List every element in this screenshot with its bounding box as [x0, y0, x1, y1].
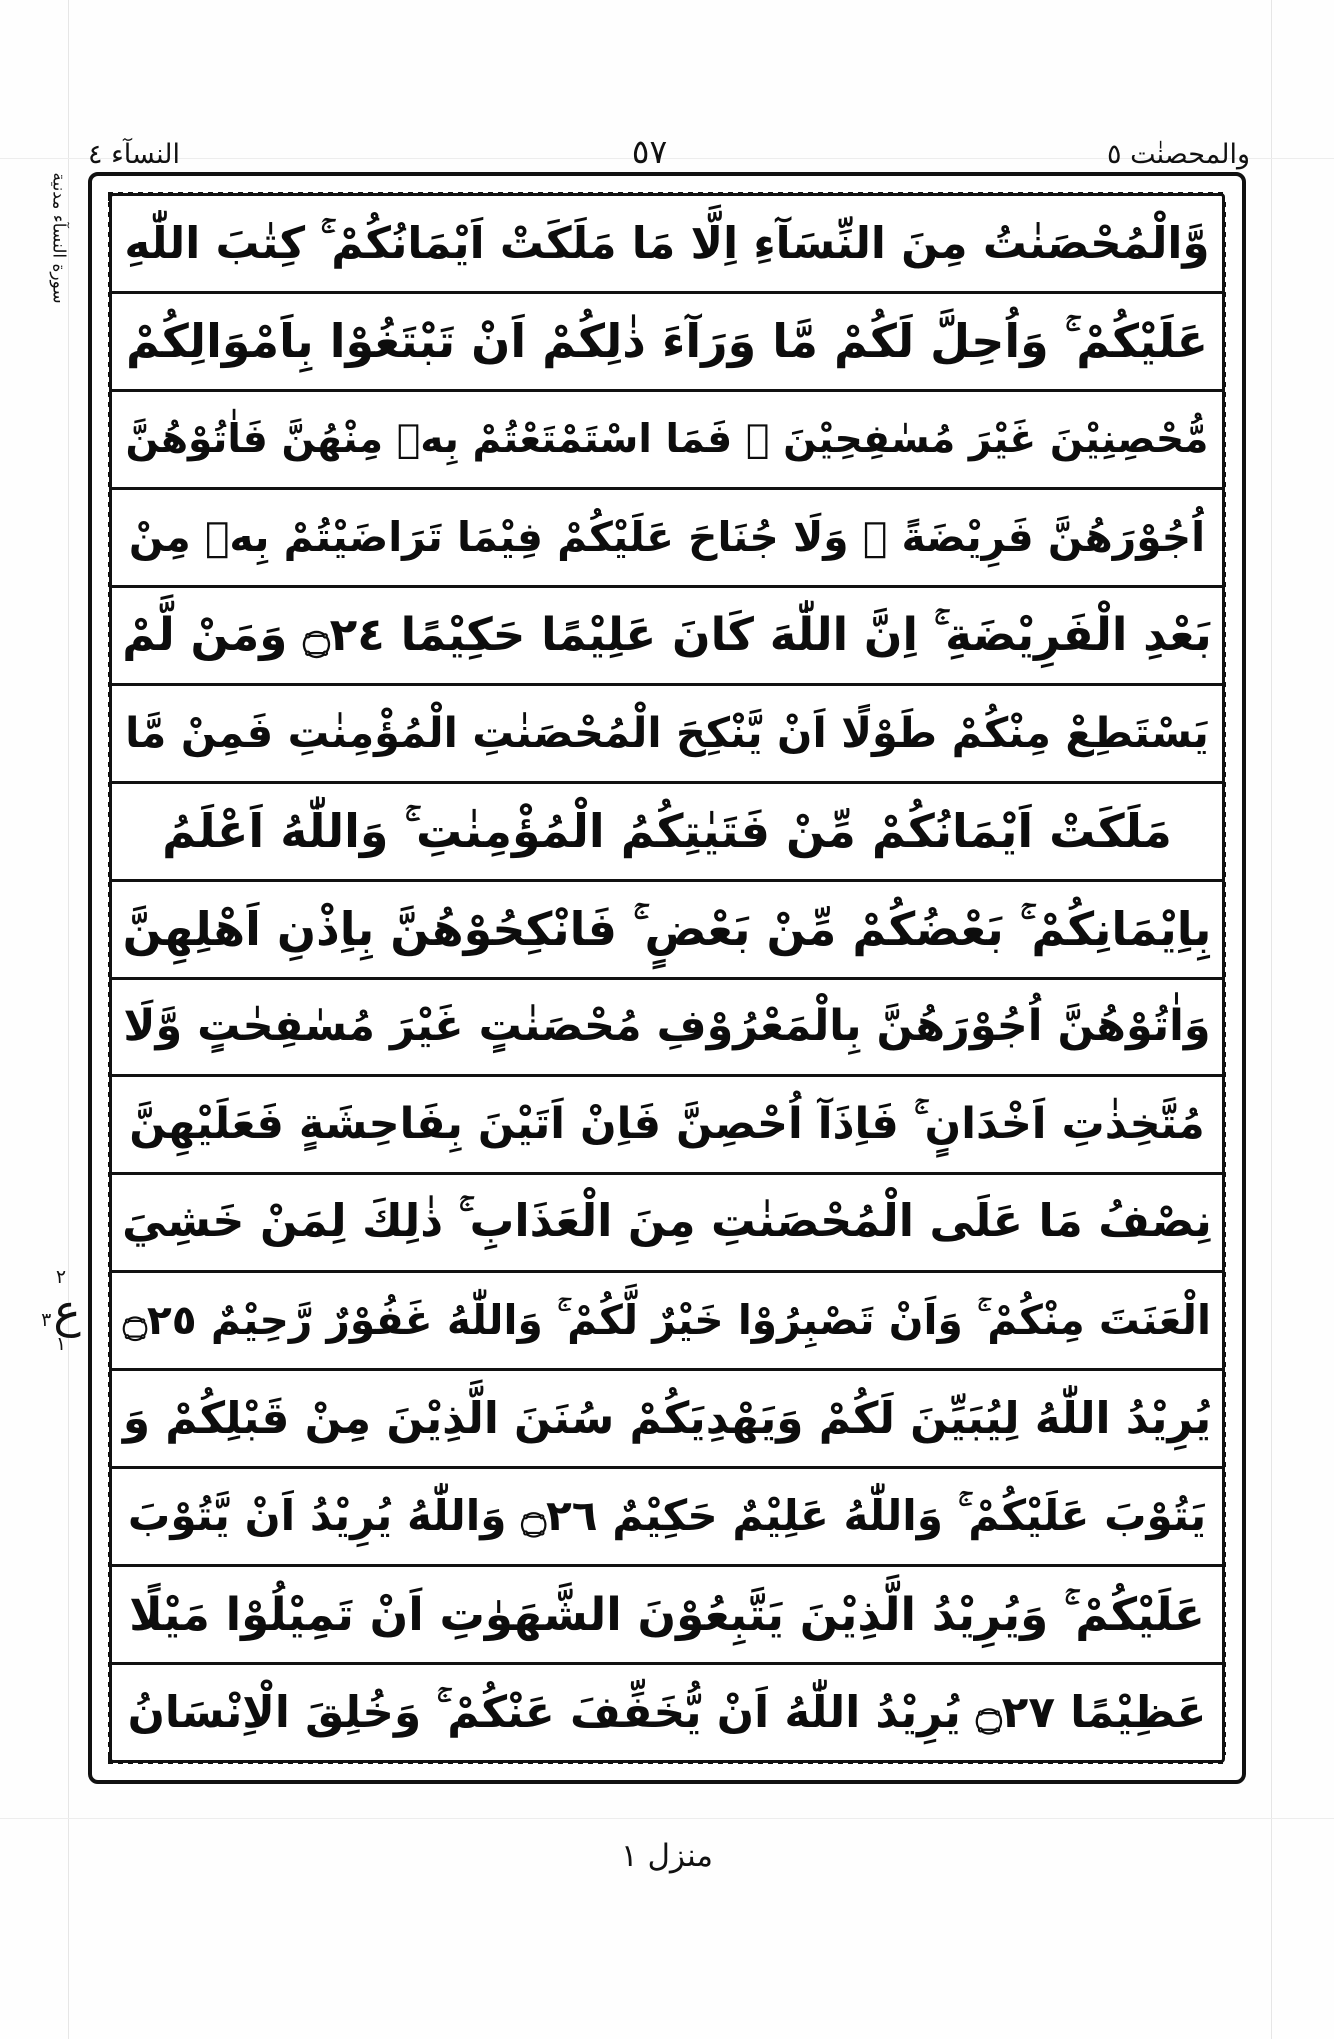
ruku-ain-icon: ع	[53, 1284, 81, 1338]
ruku-number-below: ١	[55, 1333, 67, 1355]
ayah-line	[112, 392, 1222, 490]
margin-note-left	[36, 172, 82, 326]
frame-inner-border	[109, 193, 1225, 1763]
ruku-number-side: ٣	[41, 1309, 52, 1331]
ayah-line	[112, 196, 1222, 294]
page-number: ٥٧	[631, 132, 668, 171]
ayah-line	[112, 294, 1222, 392]
ayah-line	[112, 1665, 1222, 1760]
manzil-label: منزل ١	[620, 1838, 714, 1874]
page-footer	[0, 1838, 1334, 1874]
ayah-line	[112, 1273, 1222, 1371]
ayah-line	[112, 980, 1222, 1078]
ayah-line-text: عَظِيْمًا ۝٢٧ يُرِيْدُ اللّٰهُ اَنْ يُّخَفِّفَ عَنْكُمْ ۚ وَخُلِقَ الْاِنْسَانُ	[127, 1686, 1207, 1738]
scan-edge-right	[1271, 0, 1272, 2039]
ayah-line	[112, 882, 1222, 980]
ayah-line-text: يَسْتَطِعْ مِنْكُمْ طَوْلًا اَنْ يَّنْكِحَ الْمُحْصَنٰتِ الْمُؤْمِنٰتِ فَمِنْ مَّا	[125, 708, 1209, 758]
header-surah-juz-right: والمحصنٰت ٥	[1107, 139, 1250, 170]
ayah-line-text: اُجُوْرَهُنَّ فَرِيْضَةً ۚ وَلَا جُنَاحَ عَلَيْكُمْ فِيْمَا تَرَاضَيْتُمْ بِهٖ مِنْ	[128, 512, 1206, 561]
scan-edge-bottom	[0, 1818, 1334, 1819]
ayah-line-text: مُّحْصِنِيْنَ غَيْرَ مُسٰفِحِيْنَ ۚ فَمَا اسْتَمْتَعْتُمْ بِهٖ مِنْهُنَّ فَاٰتُوْهُنَّ	[125, 416, 1209, 462]
ayah-line	[112, 1567, 1222, 1665]
ayah-line	[112, 686, 1222, 784]
ayah-line-text: وَاٰتُوْهُنَّ اُجُوْرَهُنَّ بِالْمَعْرُوْفِ مُحْصَنٰتٍ غَيْرَ مُسٰفِحٰتٍ وَّلَا	[123, 1001, 1211, 1052]
ruku-marker-row	[28, 1284, 94, 1338]
ayah-line-text: عَلَيْكُمْ ۚ وَاُحِلَّ لَكُمْ مَّا وَرَآءَ ذٰلِكُمْ اَنْ تَبْتَغُوْا بِاَمْوَالِكُمْ	[125, 314, 1209, 369]
ayah-line-text: بَعْدِ الْفَرِيْضَةِ ۚ اِنَّ اللّٰهَ كَانَ عَلِيْمًا حَكِيْمًا ۝٢٤ وَمَنْ لَّمْ	[122, 608, 1212, 662]
ayah-line-text: مُتَّخِذٰتِ اَخْدَانٍ ۚ فَاِذَآ اُحْصِنَّ فَاِنْ اَتَيْنَ بِفَاحِشَةٍ فَعَلَيْهِنَّ	[129, 1099, 1205, 1150]
ruku-number-above: ٢	[55, 1266, 67, 1288]
ayah-line	[112, 490, 1222, 588]
ayah-line-list	[112, 196, 1222, 1760]
ayah-line-text: نِصْفُ مَا عَلَى الْمُحْصَنٰتِ مِنَ الْعَذَابِ ۚ ذٰلِكَ لِمَنْ خَشِيَ	[122, 1196, 1212, 1248]
ornamental-text-frame	[88, 172, 1246, 1784]
ayah-line	[112, 1469, 1222, 1567]
ayah-line-text: عَلَيْكُمْ ۚ وَيُرِيْدُ الَّذِيْنَ يَتَّبِعُوْنَ الشَّهَوٰتِ اَنْ تَمِيْلُوْا مَيْلًا	[129, 1587, 1205, 1641]
ayah-line	[112, 1371, 1222, 1469]
ayah-line	[112, 1175, 1222, 1273]
ayah-line-text: مَلَكَتْ اَيْمَانُكُمْ مِّنْ فَتَيٰتِكُمُ الْمُؤْمِنٰتِ ۚ وَاللّٰهُ اَعْلَمُ	[162, 803, 1172, 858]
ayah-line-text: بِاِيْمَانِكُمْ ۚ بَعْضُكُمْ مِّنْ بَعْضٍ ۚ فَانْكِحُوْهُنَّ بِاِذْنِ اَهْلِهِنَّ	[122, 901, 1212, 956]
header-surah-name-left: النسآء ٤	[88, 139, 180, 170]
ayah-line-text: الْعَنَتَ مِنْكُمْ ۚ وَاَنْ تَصْبِرُوْا خَيْرٌ لَّكُمْ ۚ وَاللّٰهُ غَفُوْرٌ رَّحِيْمٌ ۝٢٥	[123, 1296, 1211, 1345]
page-header	[88, 112, 1250, 171]
margin-note-left-text: سورة النسآء مدنية	[49, 172, 70, 304]
ayah-line	[112, 784, 1222, 882]
ayah-line	[112, 588, 1222, 686]
ayah-line	[112, 1077, 1222, 1175]
ayah-line-text: وَّالْمُحْصَنٰتُ مِنَ النِّسَآءِ اِلَّا مَا مَلَكَتْ اَيْمَانُكُمْ ۚ كِتٰبَ اللّٰهِ	[124, 217, 1210, 269]
ayah-line-text: يُرِيْدُ اللّٰهُ لِيُبَيِّنَ لَكُمْ وَيَهْدِيَكُمْ سُنَنَ الَّذِيْنَ مِنْ قَبْلِكُمْ وَ	[122, 1392, 1212, 1444]
ruku-marker	[28, 1268, 94, 1418]
ayah-line-text: يَتُوْبَ عَلَيْكُمْ ۚ وَاللّٰهُ عَلِيْمٌ حَكِيْمٌ ۝٢٦ وَاللّٰهُ يُرِيْدُ اَنْ يَّتُوْبَ	[127, 1491, 1207, 1541]
